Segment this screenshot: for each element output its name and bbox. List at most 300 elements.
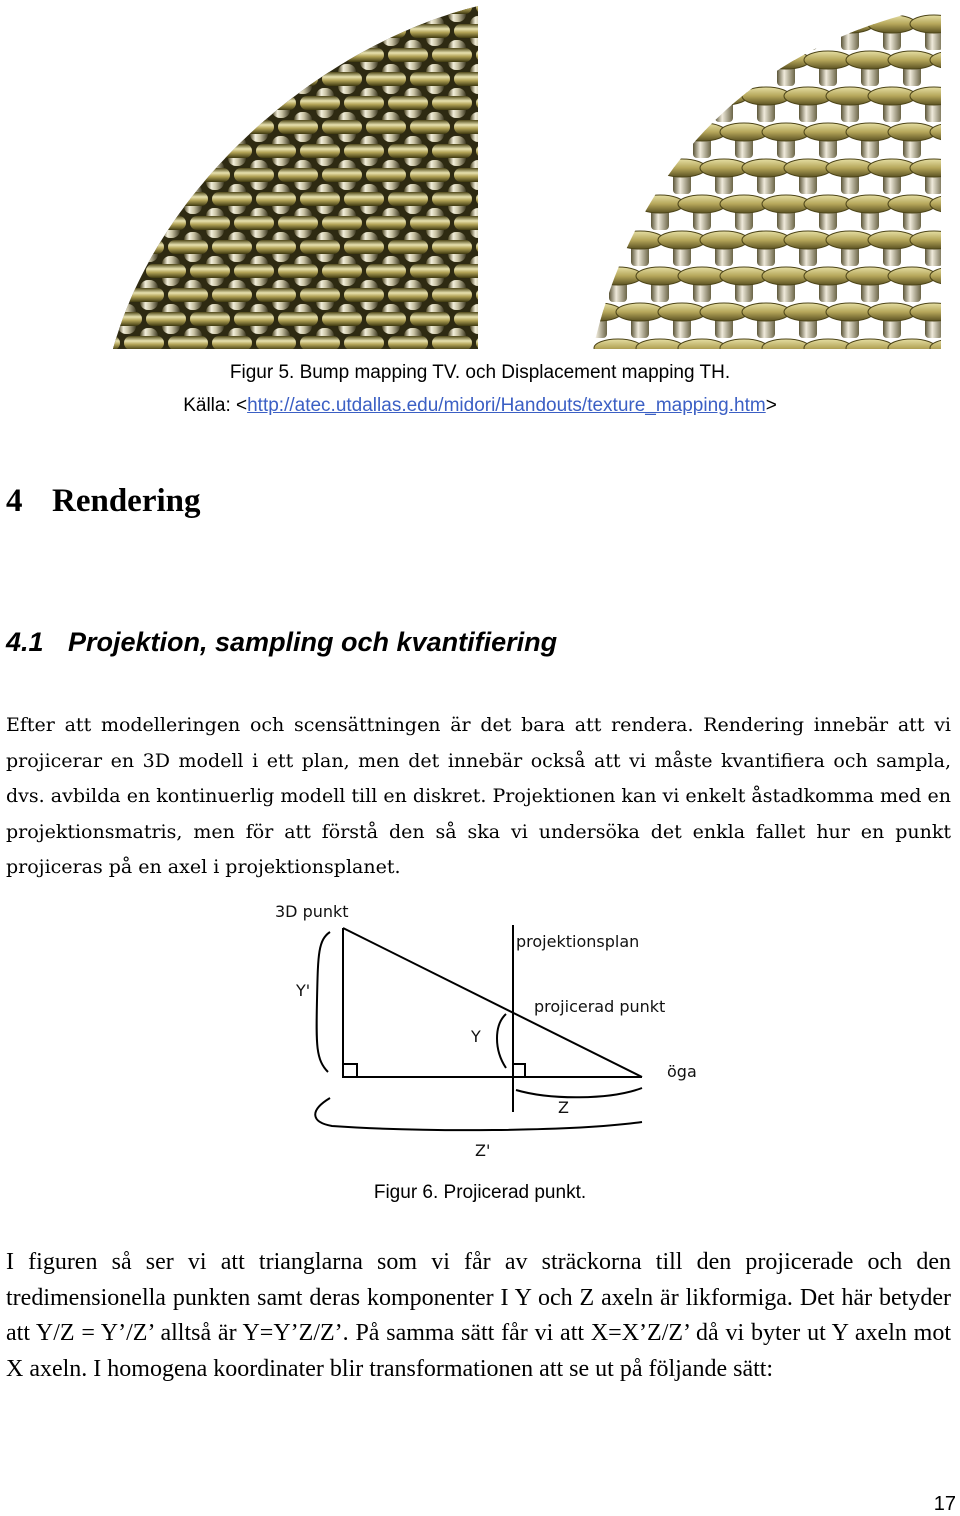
displacement-cap (720, 51, 768, 69)
weave-strand-horizontal (278, 120, 318, 134)
displacement-cap (678, 51, 726, 69)
weave-strand-vertical (52, 280, 70, 310)
y-prime-brace (317, 932, 330, 1072)
weave-strand-vertical (96, 136, 114, 166)
weave-strand-vertical (294, 64, 312, 94)
weave-strand-horizontal (212, 6, 252, 14)
displacement-stem (715, 22, 733, 50)
label-z: Z (558, 1098, 569, 1117)
weave-strand-horizontal (278, 264, 318, 278)
displacement-stem (609, 202, 627, 230)
displacement-cap (888, 51, 936, 69)
displacement-cap (804, 267, 852, 285)
displacement-stem (693, 58, 711, 86)
displacement-cap (742, 303, 790, 321)
weave-strand-horizontal (102, 312, 142, 326)
displacement-stem (589, 22, 607, 50)
weave-strand-horizontal (388, 192, 428, 206)
displacement-stem (651, 58, 669, 86)
chapter-title: Rendering (52, 483, 201, 519)
weave-strand-vertical (140, 6, 158, 22)
weave-strand-horizontal (366, 312, 406, 326)
weave-strand-horizontal (212, 48, 252, 62)
displacement-stem (735, 58, 753, 86)
displacement-cap (762, 123, 810, 141)
bump-mapping-image (18, 6, 478, 349)
weave-strand-horizontal (278, 24, 318, 38)
displacement-cap (846, 195, 894, 213)
weave-strand-horizontal (410, 264, 450, 278)
displacement-cap (846, 267, 894, 285)
weave-strand-vertical (30, 112, 48, 142)
weave-strand-vertical (74, 64, 92, 94)
weave-strand-vertical (118, 112, 136, 142)
weave-strand-vertical (162, 160, 180, 190)
weave-strand-horizontal (168, 6, 208, 14)
weave-strand-horizontal (212, 240, 252, 254)
weave-strand-vertical (140, 184, 158, 214)
weave-strand-horizontal (18, 120, 54, 134)
weave-strand-vertical (184, 40, 202, 70)
projection-diagram (270, 900, 710, 1165)
displacement-stem (651, 130, 669, 158)
weave-strand-horizontal (124, 144, 164, 158)
weave-strand-horizontal (432, 96, 472, 110)
weave-strand-vertical (30, 16, 48, 46)
weave-strand-horizontal (168, 240, 208, 254)
displacement-cap (804, 195, 852, 213)
weave-strand-horizontal (454, 168, 478, 182)
weave-strand-horizontal (190, 120, 230, 134)
label-y-prime: Y' (296, 981, 311, 1000)
weave-strand-horizontal (322, 168, 362, 182)
weave-strand-horizontal (234, 72, 274, 86)
weave-strand-horizontal (410, 72, 450, 86)
weave-strand-vertical (96, 88, 114, 118)
label-projected-point: projicerad punkt (534, 997, 666, 1016)
weave-strand-horizontal (36, 144, 76, 158)
weave-strand-horizontal (58, 264, 98, 278)
weave-strand-horizontal (18, 24, 54, 38)
displacement-cap (888, 195, 936, 213)
body-paragraph-1: Efter att modelleringen och scensättningen är det bara att rendera. Rendering innebär att vi projicerar en 3D modell i ett plan, men det innebär också att vi måste kvantifiera och sampla, dvs. avbilda en kontinuerlig modell till en diskret. Projektionen kan vi enkelt åstadkomma med en projektionsmatris, men för att förstå den så ska vi undersöka det enkla fallet hur en punkt projiceras på en axel i projektionsplanet. (6, 714, 951, 879)
weave-strand-vertical (316, 40, 334, 70)
weave-strand-horizontal (146, 120, 186, 134)
weave-strand-horizontal (102, 216, 142, 230)
z-prime-brace (315, 1098, 642, 1130)
weave-strand-horizontal (212, 96, 252, 110)
weave-strand-vertical (18, 280, 26, 310)
weave-strand-horizontal (256, 6, 296, 14)
displacement-cap (594, 123, 642, 141)
weave-strand-horizontal (58, 24, 98, 38)
displacement-stem (631, 22, 649, 50)
displacement-cap (700, 15, 748, 33)
weave-strand-horizontal (80, 96, 120, 110)
weave-strand-horizontal (58, 312, 98, 326)
weave-strand-horizontal (432, 144, 472, 158)
weave-strand-horizontal (454, 312, 478, 326)
displacement-cap (616, 15, 664, 33)
weave-strand-vertical (228, 40, 246, 70)
displacement-cap (658, 231, 706, 249)
weave-strand-horizontal (454, 216, 478, 230)
weave-strand-vertical (96, 232, 114, 262)
weave-strand-horizontal (300, 336, 340, 349)
weave-strand-horizontal (388, 6, 428, 14)
weave-strand-horizontal (410, 24, 450, 38)
displacement-stem (631, 166, 649, 194)
displacement-cap (784, 87, 832, 105)
displacement-cap (868, 87, 916, 105)
displacement-cap (678, 123, 726, 141)
weave-strand-horizontal (366, 72, 406, 86)
weave-strand-horizontal (454, 72, 478, 86)
displacement-cap (888, 123, 936, 141)
weave-strand-vertical (52, 6, 70, 22)
displacement-cap (742, 231, 790, 249)
displacement-cap (574, 303, 622, 321)
weave-strand-horizontal (58, 120, 98, 134)
weave-strand-vertical (74, 112, 92, 142)
weave-strand-horizontal (256, 48, 296, 62)
displacement-cap (742, 87, 790, 105)
weave-strand-horizontal (212, 288, 252, 302)
weave-strand-horizontal (388, 288, 428, 302)
displacement-cap (846, 51, 894, 69)
weave-strand-horizontal (18, 240, 32, 254)
weave-strand-horizontal (168, 48, 208, 62)
weave-strand-vertical (404, 6, 422, 22)
displacement-cap (804, 123, 852, 141)
displacement-cap (868, 15, 916, 33)
weave-strand-horizontal (18, 72, 54, 86)
weave-strand-horizontal (432, 6, 472, 14)
weave-strand-horizontal (256, 288, 296, 302)
label-3d-point: 3D punkt (275, 902, 349, 921)
weave-strand-vertical (272, 40, 290, 70)
weave-strand-vertical (52, 136, 70, 166)
weave-strand-horizontal (388, 48, 428, 62)
weave-strand-horizontal (36, 192, 76, 206)
weave-strand-vertical (316, 6, 334, 22)
weave-strand-vertical (30, 304, 48, 334)
displacement-cap (616, 231, 664, 249)
weave-strand-vertical (184, 88, 202, 118)
weave-strand-horizontal (432, 336, 472, 349)
weave-strand-horizontal (278, 312, 318, 326)
displacement-cap (784, 15, 832, 33)
weave-strand-vertical (250, 64, 268, 94)
weave-strand-horizontal (410, 312, 450, 326)
displacement-cap (742, 159, 790, 177)
weave-strand-vertical (30, 160, 48, 190)
weave-strand-horizontal (344, 288, 384, 302)
displacement-stem (757, 22, 775, 50)
weave-strand-horizontal (234, 216, 274, 230)
weave-strand-vertical (74, 304, 92, 334)
weave-strand-vertical (118, 256, 136, 286)
weave-strand-horizontal (322, 216, 362, 230)
weave-strand-horizontal (212, 336, 252, 349)
weave-strand-horizontal (190, 264, 230, 278)
weave-strand-horizontal (102, 24, 142, 38)
displacement-cap (594, 51, 642, 69)
displacement-cap (762, 267, 810, 285)
displacement-cap (700, 159, 748, 177)
weave-strand-vertical (18, 88, 26, 118)
weave-strand-horizontal (124, 6, 164, 14)
weave-strand-horizontal (190, 168, 230, 182)
displacement-cap (658, 15, 706, 33)
weave-strand-horizontal (18, 288, 32, 302)
right-angle-marker-large (343, 1064, 357, 1077)
displacement-mapping-image (483, 6, 941, 349)
weave-strand-vertical (52, 232, 70, 262)
weave-strand-horizontal (190, 72, 230, 86)
weave-strand-horizontal (256, 192, 296, 206)
displacement-stem (673, 94, 691, 122)
displacement-stem (589, 94, 607, 122)
weave-strand-horizontal (388, 336, 428, 349)
weave-strand-vertical (228, 6, 246, 22)
weave-strand-vertical (18, 40, 26, 70)
weave-strand-horizontal (388, 96, 428, 110)
weave-strand-vertical (294, 16, 312, 46)
weave-strand-horizontal (454, 264, 478, 278)
label-z-prime: Z' (475, 1141, 491, 1160)
weave-strand-horizontal (168, 192, 208, 206)
weave-strand-vertical (74, 160, 92, 190)
weave-strand-vertical (272, 6, 290, 22)
weave-strand-vertical (382, 16, 400, 46)
displacement-stem (609, 130, 627, 158)
displacement-cap (720, 123, 768, 141)
weave-strand-horizontal (102, 264, 142, 278)
weave-strand-horizontal (146, 24, 186, 38)
weave-strand-horizontal (344, 48, 384, 62)
weave-strand-vertical (96, 6, 114, 22)
weave-strand-horizontal (190, 24, 230, 38)
weave-strand-vertical (96, 280, 114, 310)
displacement-cap (762, 195, 810, 213)
weave-strand-horizontal (102, 168, 142, 182)
weave-strand-horizontal (366, 168, 406, 182)
weave-strand-vertical (118, 16, 136, 46)
displacement-cap (700, 303, 748, 321)
displacement-stem (609, 58, 627, 86)
weave-strand-horizontal (300, 48, 340, 62)
weave-strand-horizontal (300, 192, 340, 206)
weave-strand-vertical (74, 16, 92, 46)
displacement-cap (720, 267, 768, 285)
weave-strand-horizontal (454, 120, 478, 134)
displacement-cap (636, 195, 684, 213)
right-angle-marker-small (513, 1064, 525, 1077)
weave-strand-vertical (96, 328, 114, 349)
displacement-stem (841, 22, 859, 50)
displacement-cap (846, 123, 894, 141)
source-link[interactable]: http://atec.utdallas.edu/midori/Handouts/texture_mapping.htm (247, 395, 766, 416)
displacement-cap (636, 123, 684, 141)
displacement-stem (673, 22, 691, 50)
weave-strand-horizontal (18, 264, 54, 278)
weave-strand-horizontal (80, 144, 120, 158)
displacement-cap (658, 87, 706, 105)
source-prefix: Källa: < (183, 395, 248, 416)
weave-strand-horizontal (18, 144, 32, 158)
weave-strand-horizontal (366, 264, 406, 278)
weave-strand-vertical (162, 112, 180, 142)
weave-strand-horizontal (36, 288, 76, 302)
weave-strand-horizontal (388, 144, 428, 158)
weave-strand-horizontal (344, 240, 384, 254)
chapter-heading (6, 483, 201, 520)
weave-strand-vertical (118, 208, 136, 238)
weave-strand-vertical (30, 208, 48, 238)
weave-strand-vertical (52, 328, 70, 349)
weave-strand-horizontal (80, 336, 120, 349)
displacement-cap (700, 231, 748, 249)
displacement-cap (868, 303, 916, 321)
weave-strand-horizontal (410, 216, 450, 230)
weave-strand-horizontal (300, 96, 340, 110)
displacement-cap (594, 195, 642, 213)
weave-strand-horizontal (432, 240, 472, 254)
weave-strand-horizontal (432, 192, 472, 206)
weave-strand-vertical (74, 256, 92, 286)
weave-strand-vertical (184, 136, 202, 166)
weave-strand-horizontal (102, 72, 142, 86)
weave-strand-horizontal (410, 120, 450, 134)
weave-strand-horizontal (344, 192, 384, 206)
weave-strand-vertical (206, 112, 224, 142)
weave-strand-horizontal (18, 48, 32, 62)
displacement-cap (658, 159, 706, 177)
y-brace (497, 1014, 506, 1068)
weave-strand-horizontal (36, 336, 76, 349)
displacement-cap (616, 87, 664, 105)
section-number: 4.1 (6, 627, 44, 657)
section-heading (6, 627, 557, 658)
weave-strand-horizontal (300, 288, 340, 302)
z-brace (516, 1088, 642, 1097)
weave-strand-horizontal (366, 120, 406, 134)
weave-strand-horizontal (344, 336, 384, 349)
weave-strand-horizontal (322, 24, 362, 38)
weave-strand-horizontal (410, 168, 450, 182)
weave-strand-horizontal (58, 72, 98, 86)
weave-strand-horizontal (322, 264, 362, 278)
weave-strand-horizontal (366, 24, 406, 38)
weave-strand-horizontal (234, 24, 274, 38)
page-number: 17 (933, 1493, 956, 1515)
chapter-number: 4 (6, 483, 23, 519)
weave-strand-horizontal (18, 96, 32, 110)
weave-strand-vertical (52, 184, 70, 214)
weave-strand-horizontal (58, 216, 98, 230)
weave-strand-vertical (30, 256, 48, 286)
weave-strand-horizontal (190, 216, 230, 230)
weave-strand-horizontal (168, 336, 208, 349)
weave-strand-vertical (74, 208, 92, 238)
weave-strand-vertical (140, 232, 158, 262)
weave-strand-vertical (162, 16, 180, 46)
weave-strand-vertical (162, 64, 180, 94)
weave-strand-horizontal (212, 192, 252, 206)
weave-strand-horizontal (124, 240, 164, 254)
displacement-cap (784, 303, 832, 321)
weave-strand-horizontal (366, 216, 406, 230)
weave-strand-vertical (118, 160, 136, 190)
weave-strand-horizontal (124, 192, 164, 206)
weave-strand-horizontal (146, 264, 186, 278)
weave-strand-horizontal (18, 312, 54, 326)
weave-strand-horizontal (36, 48, 76, 62)
weave-strand-vertical (96, 184, 114, 214)
weave-strand-horizontal (234, 120, 274, 134)
figure-6-caption: Figur 6. Projicerad punkt. (373, 1182, 587, 1203)
weave-strand-horizontal (256, 96, 296, 110)
weave-strand-vertical (30, 64, 48, 94)
weave-strand-horizontal (234, 312, 274, 326)
weave-strand-horizontal (36, 240, 76, 254)
weave-strand-horizontal (80, 240, 120, 254)
displacement-cap (826, 159, 874, 177)
displacement-cap (762, 51, 810, 69)
displacement-cap (868, 231, 916, 249)
weave-strand-horizontal (80, 6, 120, 14)
weave-strand-horizontal (190, 312, 230, 326)
weave-strand-horizontal (146, 216, 186, 230)
weave-strand-horizontal (168, 144, 208, 158)
weave-strand-horizontal (278, 72, 318, 86)
weave-strand-vertical (96, 40, 114, 70)
weave-strand-vertical (250, 16, 268, 46)
label-y: Y (471, 1027, 481, 1046)
weave-strand-vertical (360, 6, 378, 22)
weave-strand-horizontal (322, 72, 362, 86)
label-eye: öga (667, 1062, 697, 1081)
weave-strand-horizontal (124, 96, 164, 110)
weave-strand-horizontal (36, 96, 76, 110)
displacement-cap (574, 231, 622, 249)
displacement-cap (616, 303, 664, 321)
weave-strand-horizontal (146, 72, 186, 86)
weave-strand-vertical (18, 136, 26, 166)
displacement-cap (636, 51, 684, 69)
figure-5-source (0, 395, 960, 417)
weave-strand-horizontal (234, 264, 274, 278)
weave-strand-vertical (18, 328, 26, 349)
weave-strand-horizontal (18, 336, 32, 349)
weave-strand-vertical (228, 88, 246, 118)
weave-strand-horizontal (300, 144, 340, 158)
weave-strand-horizontal (80, 48, 120, 62)
weave-strand-vertical (18, 6, 26, 22)
displacement-cap (678, 195, 726, 213)
weave-strand-vertical (118, 64, 136, 94)
section-title: Projektion, sampling och kvantifiering (68, 627, 558, 657)
displacement-cap (804, 51, 852, 69)
body-paragraph-2: I figuren så ser vi att trianglarna som vi får av sträckorna till den projicerade och den tredimensionella punkten samt deras komponenter I Y och Z axeln är likformiga. Det här betyder att Y/Z = Y’/Z’ alltså är Y=Y’Z/Z’. På samma sätt får vi att X=X’Z/Z’ då vi byter ut Y axeln mot X axeln. I homogena koordinater blir transformationen att se ut på följande sätt: (6, 1249, 951, 1382)
weave-strand-horizontal (344, 144, 384, 158)
weave-strand-horizontal (256, 336, 296, 349)
weave-strand-horizontal (344, 96, 384, 110)
displacement-cap (658, 303, 706, 321)
source-suffix: > (765, 395, 777, 416)
figure-5-caption: Figur 5. Bump mapping TV. och Displacement mapping TH. (229, 362, 731, 383)
